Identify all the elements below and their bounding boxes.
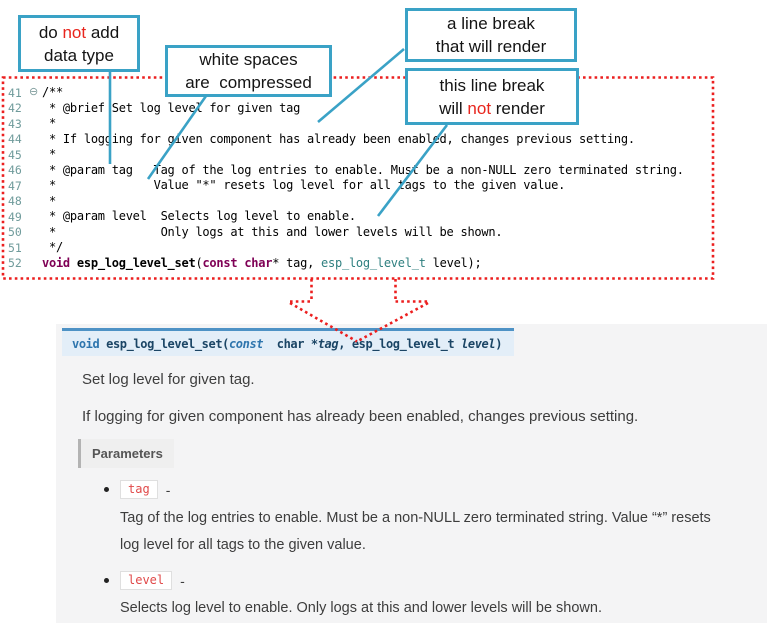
- code-row: [8, 101, 684, 117]
- rendered-doc-panel: [56, 324, 767, 623]
- brief-description: Set log level for given tag.: [82, 371, 255, 388]
- code-line: /**: [42, 85, 63, 99]
- code-line: *: [42, 116, 56, 130]
- callout-text: white spaces: [199, 50, 298, 69]
- code-line: * Only logs at this and lower levels will be shown.: [42, 224, 503, 239]
- param-description-tag: Tag of the log entries to enable. Must be a non-NULL zero terminated string. Value “*” resets log level for all tags to the given value.: [120, 510, 711, 553]
- param-name-chip: tag: [120, 480, 158, 499]
- code-row: [8, 256, 684, 272]
- line-number: 42: [8, 101, 22, 116]
- code-line: * @brief Set log level for given tag: [42, 100, 301, 115]
- code-line: *: [42, 147, 56, 161]
- line-number: 50: [8, 225, 22, 240]
- fold-collapse-icon[interactable]: ⊖: [29, 86, 39, 99]
- line-number: 44: [8, 132, 22, 147]
- code-row: [8, 116, 684, 132]
- code-row: [8, 209, 684, 225]
- param-item-tag: [104, 480, 170, 499]
- line-number: 41: [8, 85, 22, 100]
- callout-text: that will render: [435, 37, 547, 56]
- code-line: * If logging for given component has already been enabled, changes previous setting.: [42, 131, 635, 146]
- code-row: [8, 240, 684, 256]
- bullet-icon: [104, 578, 109, 583]
- code-line-declaration: void esp_log_level_set(const char* tag, esp_log_level_t level);: [42, 255, 482, 270]
- callout-text: data type: [44, 45, 114, 65]
- code-row: [8, 85, 684, 101]
- code-row: [8, 163, 684, 179]
- line-number: 47: [8, 178, 22, 193]
- code-row: [8, 225, 684, 241]
- callout-text: do not add: [38, 22, 120, 42]
- code-row: [8, 194, 684, 210]
- callout-do-not-add-data-type: [18, 15, 140, 72]
- line-number: 49: [8, 209, 22, 224]
- line-number: 46: [8, 163, 22, 178]
- param-name-chip: level: [120, 571, 172, 590]
- param-item-level: [104, 571, 185, 590]
- code-line: *: [42, 193, 56, 208]
- param-description-level: Selects log level to enable. Only logs at this and lower levels will be shown.: [120, 600, 602, 616]
- code-line: * @param level Selects log level to enable.: [42, 209, 356, 223]
- callout-text: this line break: [439, 75, 545, 95]
- bullet-icon: [104, 487, 109, 492]
- detailed-description: If logging for given component has already been enabled, changes previous setting.: [82, 408, 639, 425]
- line-number: 48: [8, 194, 22, 209]
- code-line: * @param tag Tag of the log entries to enable. Must be a non-NULL zero terminated string.: [42, 162, 684, 177]
- parameters-header: Parameters: [78, 439, 174, 468]
- code-row: [8, 147, 684, 163]
- code-line: * Value "*" resets log level for all tags to the given value.: [42, 178, 566, 192]
- line-number: 52: [8, 256, 22, 271]
- callout-line-break-not-render: [405, 68, 579, 125]
- function-signature: void esp_log_level_set ( const char * tag , esp_log_level_t level ): [62, 328, 514, 356]
- line-number: 43: [8, 116, 22, 131]
- callout-text: will not render: [439, 98, 545, 118]
- callout-text: are compressed: [185, 73, 312, 92]
- param-dash: -: [165, 481, 171, 498]
- code-editor: [8, 85, 684, 271]
- param-dash: -: [180, 572, 185, 589]
- callout-white-spaces-compressed: [165, 45, 332, 97]
- line-number: 51: [8, 240, 22, 255]
- code-row: [8, 132, 684, 148]
- line-number: 45: [8, 147, 22, 162]
- code-row: [8, 178, 684, 194]
- code-line: */: [42, 240, 63, 254]
- callout-line-break-renders: [405, 8, 577, 62]
- callout-text: a line break: [447, 14, 535, 33]
